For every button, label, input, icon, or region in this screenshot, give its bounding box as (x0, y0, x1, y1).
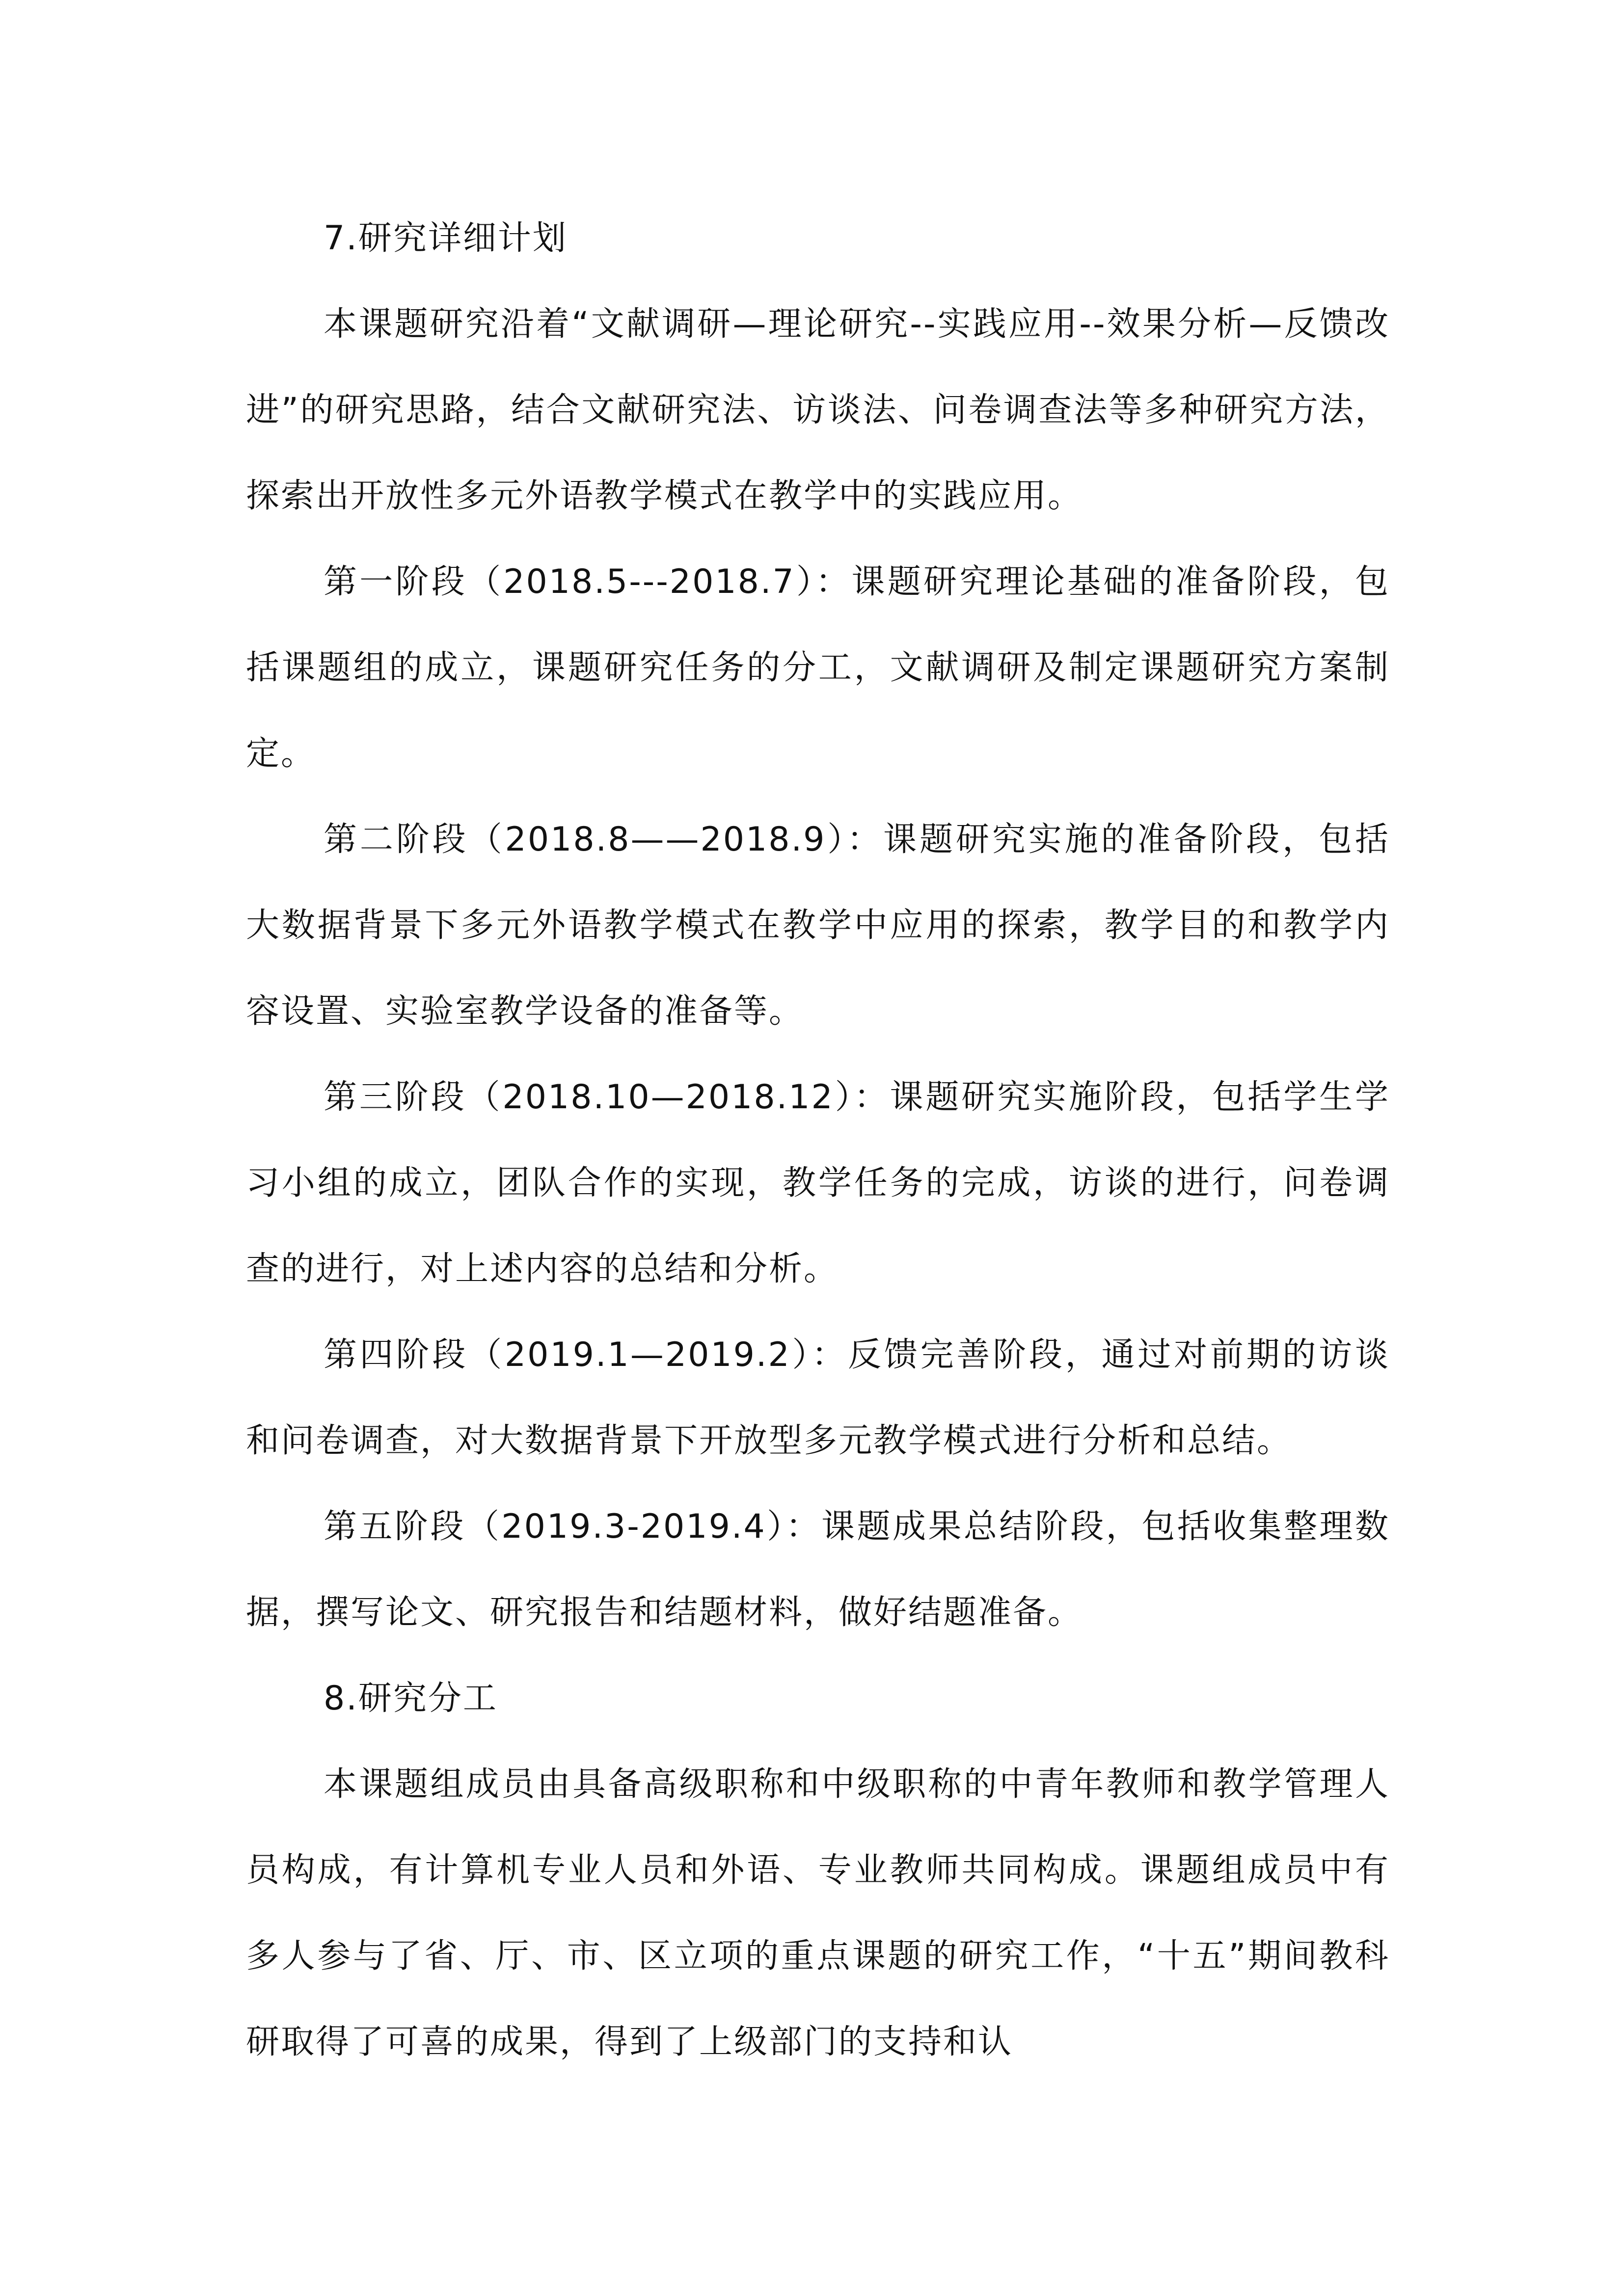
paragraph-stage-five: 第五阶段（2019.3-2019.4）：课题成果总结阶段，包括收集整理数据，撰写论文、研究报告和结题材料，做好结题准备。 (246, 1507, 1390, 1632)
section-heading-research-division: 8.研究分工 (324, 1679, 498, 1718)
paragraph-stage-two: 第二阶段（2018.8——2018.9）：课题研究实施的准备阶段，包括大数据背景下多元外语教学模式在教学中应用的探索，教学目的和教学内容设置、实验室教学设备的准备等。 (246, 820, 1390, 1031)
document-body (246, 195, 1390, 2085)
paragraph-research-approach: 本课题研究沿着“文献调研—理论研究--实践应用--效果分析—反馈改进”的研究思路，结合文献研究法、访谈法、问卷调查法等多种研究方法，探索出开放性多元外语教学模式在教学中的实践应用。 (246, 305, 1390, 515)
paragraph-stage-three: 第三阶段（2018.10—2018.12）：课题研究实施阶段，包括学生学习小组的成立，团队合作的实现，教学任务的完成，访谈的进行，问卷调查的进行，对上述内容的总结和分析。 (246, 1078, 1390, 1288)
paragraph-team-members: 本课题组成员由具备高级职称和中级职称的中青年教师和教学管理人员构成，有计算机专业人员和外语、专业教师共同构成。课题组成员中有多人参与了省、厅、市、区立项的重点课题的研究工作，“十五”期间教科研取得了可喜的成果，得到了上级部门的支持和认 (246, 1765, 1390, 2061)
paragraph-stage-four: 第四阶段（2019.1—2019.2）：反馈完善阶段，通过对前期的访谈和问卷调查，对大数据背景下开放型多元教学模式进行分析和总结。 (246, 1335, 1390, 1460)
section-heading-research-plan: 7.研究详细计划 (324, 219, 568, 258)
paragraph-stage-one: 第一阶段（2018.5---2018.7）：课题研究理论基础的准备阶段，包括课题组的成立，课题研究任务的分工，文献调研及制定课题研究方案制定。 (246, 562, 1390, 773)
